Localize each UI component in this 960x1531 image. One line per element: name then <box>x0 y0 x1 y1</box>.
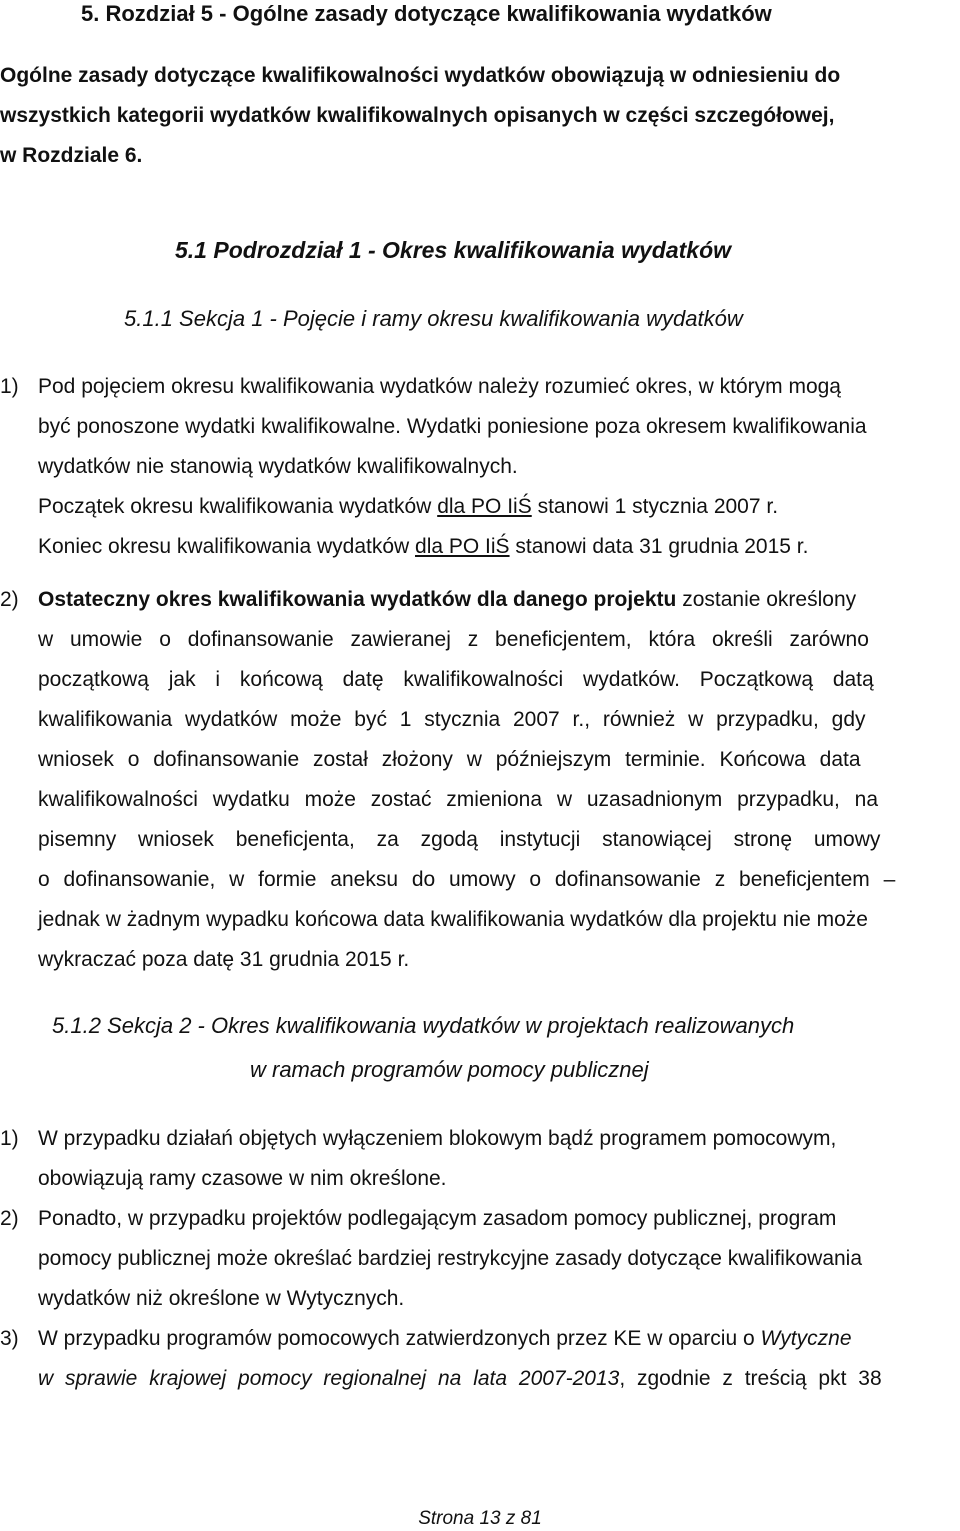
paragraph-line: jednak w żadnym wypadku końcowa data kwalifikowania wydatków dla projektu nie może <box>38 908 868 931</box>
list-number: 3) <box>0 1327 19 1350</box>
paragraph-line: w umowie o dofinansowanie zawieranej z beneficjentem, która określi zarówno <box>38 628 869 651</box>
list-number: 2) <box>0 1207 19 1230</box>
paragraph-line: początkową jak i końcową datę kwalifikowalności wydatków. Początkową datą <box>38 668 874 691</box>
paragraph-line: wykraczać poza datę 31 grudnia 2015 r. <box>38 948 410 971</box>
period-end-date: stanowi data 31 grudnia 2015 r. <box>509 535 809 558</box>
intro-line-1: Ogólne zasady dotyczące kwalifikowalności wydatków obowiązują w odniesieniu do <box>0 64 841 87</box>
paragraph-text: zostanie określony <box>676 588 857 611</box>
list-number: 2) <box>0 588 19 611</box>
paragraph-line <box>38 1325 852 1353</box>
paragraph-line: pomocy publicznej może określać bardziej restrykcyjne zasady dotyczące kwalifikowania <box>38 1247 863 1270</box>
list-number: 1) <box>0 375 19 398</box>
period-start-date: stanowi 1 stycznia 2007 r. <box>531 495 779 518</box>
paragraph-line: pisemny wniosek beneficjenta, za zgodą instytucji stanowiącej stronę umowy <box>38 828 881 851</box>
paragraph-line: Ponadto, w przypadku projektów podlegającym zasadom pomocy publicznej, program <box>38 1207 837 1230</box>
po-iis-reference: dla PO IiŚ <box>437 495 532 518</box>
paragraph-line: obowiązują ramy czasowe w nim określone. <box>38 1167 447 1190</box>
section-2-title: 5.1.2 Sekcja 2 - Okres kwalifikowania wydatków w projektach realizowanych <box>52 1013 795 1038</box>
intro-line-2: wszystkich kategorii wydatków kwalifikowalnych opisanych w części szczegółowej, <box>0 104 835 127</box>
paragraph-line: wydatków nie stanowią wydatków kwalifikowalnych. <box>38 455 518 478</box>
page-number: Strona 13 z 81 <box>418 1508 542 1529</box>
section-1-title: 5.1.1 Sekcja 1 - Pojęcie i ramy okresu kwalifikowania wydatków <box>124 306 743 331</box>
period-end-text: Koniec okresu kwalifikowania wydatków <box>38 535 416 558</box>
paragraph-line: kwalifikowania wydatków może być 1 stycznia 2007 r., również w przypadku, gdy <box>38 708 866 731</box>
guideline-title: Wytyczne <box>760 1327 852 1350</box>
period-start-text: Początek okresu kwalifikowania wydatków <box>38 495 438 518</box>
list-number: 1) <box>0 1127 19 1150</box>
paragraph-text: , zgodnie z treścią pkt 38 <box>619 1367 882 1390</box>
period-end-line <box>38 533 808 561</box>
subchapter-title: 5.1 Podrozdział 1 - Okres kwalifikowania wydatków <box>175 237 732 263</box>
paragraph-line <box>38 586 856 614</box>
paragraph-line: wydatków niż określone w Wytycznych. <box>38 1287 405 1310</box>
period-start-line <box>38 493 778 521</box>
paragraph-line: Pod pojęciem okresu kwalifikowania wydatków należy rozumieć okres, w którym mogą <box>38 375 841 398</box>
po-iis-reference: dla PO IiŚ <box>415 535 510 558</box>
bold-phrase: Ostateczny okres kwalifikowania wydatków dla danego projektu <box>38 588 677 611</box>
paragraph-text: W przypadku programów pomocowych zatwierdzonych przez KE w oparciu o <box>38 1327 761 1350</box>
guideline-title: w sprawie krajowej pomocy regionalnej na lata 2007-2013 <box>38 1367 620 1390</box>
chapter-heading: 5. Rozdział 5 - Ogólne zasady dotyczące kwalifikowania wydatków <box>81 1 772 26</box>
paragraph-line: kwalifikowalności wydatku może zostać zmieniona w uzasadnionym przypadku, na <box>38 788 879 811</box>
paragraph-line <box>38 1365 882 1393</box>
intro-line-3: w Rozdziale 6. <box>0 144 143 167</box>
paragraph-line: być ponoszone wydatki kwalifikowalne. Wydatki poniesione poza okresem kwalifikowania <box>38 415 867 438</box>
paragraph-line: wniosek o dofinansowanie został złożony w późniejszym terminie. Końcowa data <box>38 748 861 771</box>
paragraph-line: W przypadku działań objętych wyłączeniem blokowym bądź programem pomocowym, <box>38 1127 837 1150</box>
paragraph-line: o dofinansowanie, w formie aneksu do umowy o dofinansowanie z beneficjentem – <box>38 868 896 891</box>
section-2-title-continued: w ramach programów pomocy publicznej <box>250 1057 649 1082</box>
